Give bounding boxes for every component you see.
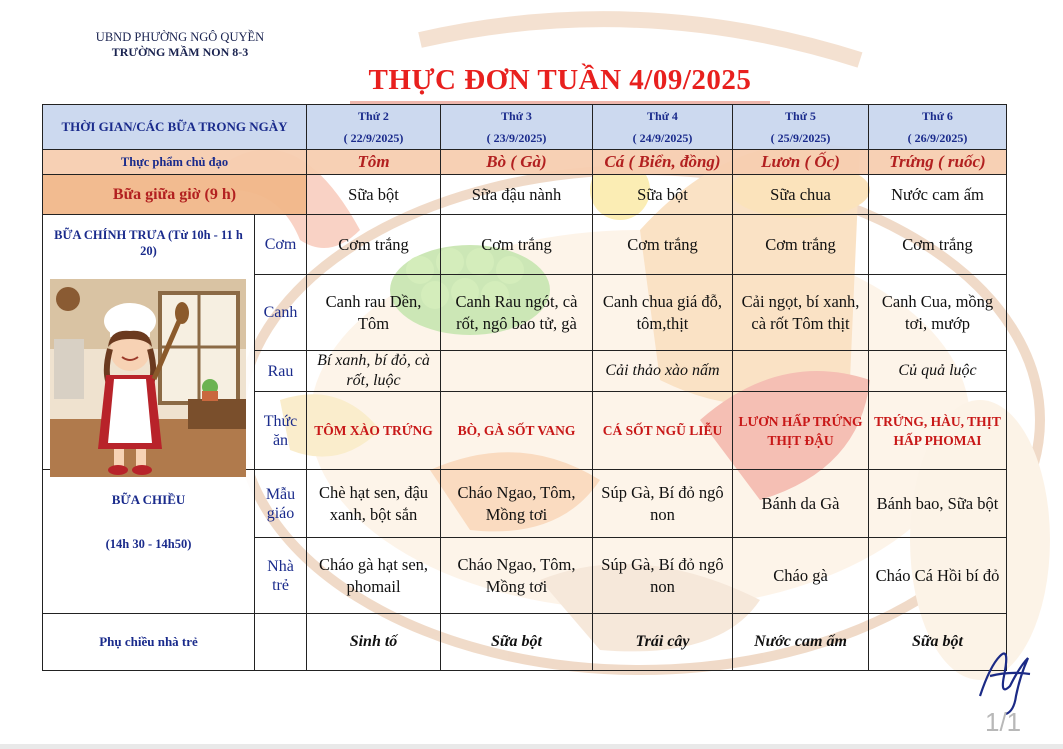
course-label-nursery: Nhà trẻ: [255, 538, 307, 614]
signature: [970, 636, 1040, 716]
rice-cell: Cơm trắng: [869, 215, 1007, 275]
nursery-extra-row: [43, 614, 1007, 671]
dish-cell: CÁ SỐT NGŨ LIỄU: [593, 392, 733, 470]
rice-row: [43, 215, 1007, 275]
day-date: ( 26/9/2025): [907, 131, 968, 145]
nursery-extra-cell: Nước cam ấm: [733, 614, 869, 671]
afternoon-label-cell: [43, 470, 255, 614]
veg-cell: [441, 351, 593, 392]
kinder-row: [43, 470, 1007, 538]
soup-cell: Canh Cua, mồng tơi, mướp: [869, 275, 1007, 351]
day-header: [593, 105, 733, 150]
soup-cell: Canh chua giá đỗ, tôm,thịt: [593, 275, 733, 351]
nursery-cell: Súp Gà, Bí đỏ ngô non: [593, 538, 733, 614]
day-date: ( 24/9/2025): [632, 131, 693, 145]
school-name: TRƯỜNG MẦM NON 8-3: [111, 45, 249, 59]
nursery-extra-cell: Sữa bột: [441, 614, 593, 671]
day-name: Thứ 6: [922, 109, 953, 123]
page-bar: [0, 744, 1063, 749]
mid-snack-cell: Sữa đậu nành: [441, 175, 593, 215]
chef-illustration: [50, 279, 246, 477]
lunch-label: BỮA CHÍNH TRƯA (Từ 10h - 11 h 20): [54, 228, 243, 258]
nursery-extra-cell: Sinh tố: [307, 614, 441, 671]
main-ingredient: Lươn ( Ốc): [733, 150, 869, 175]
mid-snack-cell: Sữa bột: [307, 175, 441, 215]
mid-snack-label: Bữa giữa giờ (9 h): [43, 175, 307, 215]
afternoon-time: (14h 30 - 14h50): [105, 537, 192, 551]
nursery-extra-cell: Trái cây: [593, 614, 733, 671]
main-ingredient: Bò ( Gà): [441, 150, 593, 175]
page-title: THỰC ĐƠN TUẦN 4/09/2025: [368, 64, 752, 96]
day-header: [869, 105, 1007, 150]
kinder-cell: Súp Gà, Bí đỏ ngô non: [593, 470, 733, 538]
day-name: Thứ 3: [501, 109, 532, 123]
nursery-extra-label: Phụ chiều nhà trẻ: [43, 614, 255, 671]
day-header: [307, 105, 441, 150]
veg-cell: Cải thảo xào nấm: [593, 351, 733, 392]
course-label-kinder: Mẫu giáo: [255, 470, 307, 538]
day-date: ( 25/9/2025): [770, 131, 831, 145]
school-header: [60, 30, 300, 60]
day-date: ( 23/9/2025): [486, 131, 547, 145]
nursery-cell: Cháo gà: [733, 538, 869, 614]
main-ingredient: Tôm: [307, 150, 441, 175]
empty-cell: [255, 614, 307, 671]
veg-cell: Bí xanh, bí đỏ, cà rốt, luộc: [307, 351, 441, 392]
corner-label: THỜI GIAN/CÁC BỮA TRONG NGÀY: [43, 105, 307, 150]
kinder-cell: Bánh da Gà: [733, 470, 869, 538]
mid-snack-cell: Nước cam ấm: [869, 175, 1007, 215]
kinder-cell: Bánh bao, Sữa bột: [869, 470, 1007, 538]
mid-snack-cell: Sữa bột: [593, 175, 733, 215]
rice-cell: Cơm trắng: [307, 215, 441, 275]
soup-cell: Canh Rau ngót, cà rốt, ngô bao tử, gà: [441, 275, 593, 351]
mid-snack-row: [43, 175, 1007, 215]
day-header: [441, 105, 593, 150]
kinder-cell: Chè hạt sen, đậu xanh, bột sắn: [307, 470, 441, 538]
afternoon-label: BỮA CHIỀU: [111, 492, 186, 507]
nursery-cell: Cháo gà hạt sen, phomail: [307, 538, 441, 614]
kinder-cell: Cháo Ngao, Tôm, Mồng tơi: [441, 470, 593, 538]
day-date: ( 22/9/2025): [343, 131, 404, 145]
veg-cell: Củ quả luộc: [869, 351, 1007, 392]
ward-name: UBND PHƯỜNG NGÔ QUYỀN: [95, 30, 265, 44]
day-header-row: [43, 105, 1007, 150]
main-ingredient: Cá ( Biển, đồng): [593, 150, 733, 175]
main-ingredient-row: [43, 150, 1007, 175]
soup-cell: Canh rau Dền, Tôm: [307, 275, 441, 351]
veg-cell: [733, 351, 869, 392]
day-name: Thứ 4: [647, 109, 678, 123]
course-label-rice: Cơm: [255, 215, 307, 275]
rice-cell: Cơm trắng: [733, 215, 869, 275]
page-indicator: 1/1: [985, 707, 1022, 737]
day-name: Thứ 5: [785, 109, 816, 123]
soup-cell: Cải ngọt, bí xanh, cà rốt Tôm thịt: [733, 275, 869, 351]
main-ingredient-label: Thực phẩm chủ đạo: [43, 150, 307, 175]
nursery-extra-cell: Sữa bột: [869, 614, 1007, 671]
day-header: [733, 105, 869, 150]
rice-cell: Cơm trắng: [593, 215, 733, 275]
course-label-veg: Rau: [255, 351, 307, 392]
day-name: Thứ 2: [358, 109, 389, 123]
course-label-dish: Thức ăn: [255, 392, 307, 470]
nursery-cell: Cháo Cá Hồi bí đỏ: [869, 538, 1007, 614]
main-ingredient: Trứng ( ruốc): [869, 150, 1007, 175]
mid-snack-cell: Sữa chua: [733, 175, 869, 215]
dish-cell: BÒ, GÀ SỐT VANG: [441, 392, 593, 470]
nursery-cell: Cháo Ngao, Tôm, Mồng tơi: [441, 538, 593, 614]
rice-cell: Cơm trắng: [441, 215, 593, 275]
dish-cell: LƯƠN HẤP TRỨNG THỊT ĐẬU: [733, 392, 869, 470]
dish-cell: TÔM XÀO TRỨNG: [307, 392, 441, 470]
course-label-soup: Canh: [255, 275, 307, 351]
dish-cell: TRỨNG, HÀU, THỊT HẤP PHOMAI: [869, 392, 1007, 470]
